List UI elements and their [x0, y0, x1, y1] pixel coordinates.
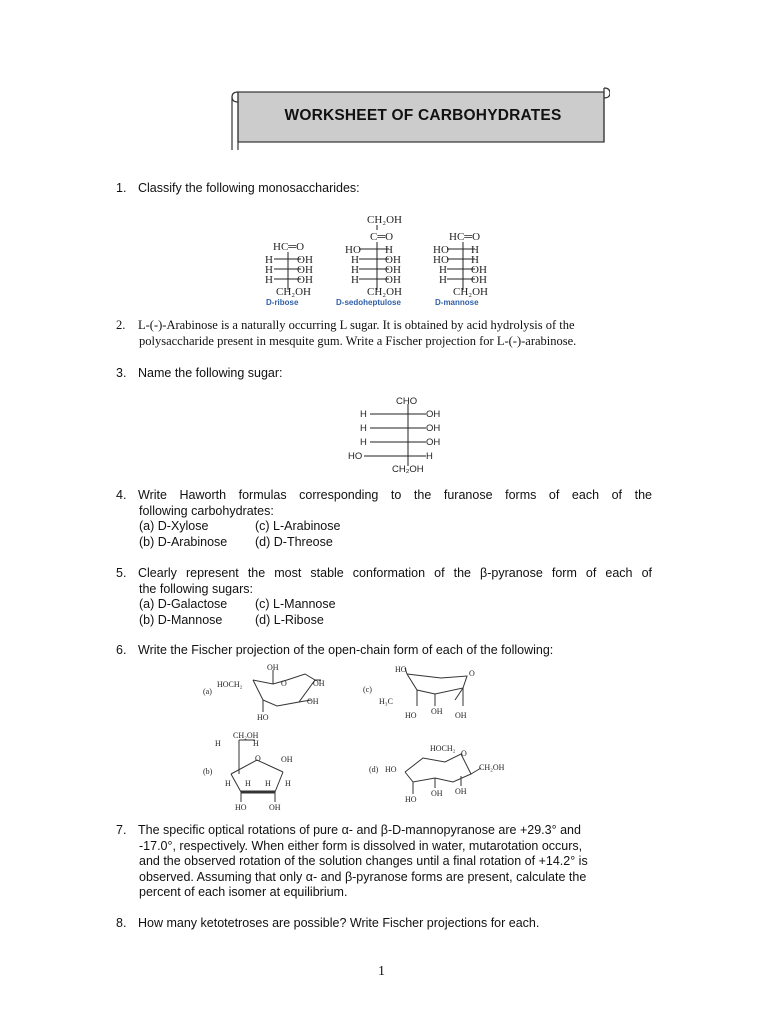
- svg-text:(a): (a): [203, 687, 212, 696]
- svg-text:CH₂OH: CH₂OH: [453, 286, 489, 298]
- option: (a) D-Xylose: [139, 519, 209, 533]
- svg-text:H: H: [360, 437, 367, 448]
- svg-text:H: H: [360, 409, 367, 420]
- svg-text:H: H: [360, 423, 367, 434]
- svg-text:CH₂OH: CH₂OH: [233, 731, 259, 740]
- question-6: [116, 643, 553, 659]
- svg-text:H: H: [265, 779, 271, 788]
- svg-text:H: H: [439, 264, 447, 276]
- question-text: Clearly represent the most stable conformation of the β-pyranose form of each of: [138, 566, 652, 580]
- structure-b: [231, 740, 283, 802]
- svg-text:HO: HO: [257, 713, 269, 722]
- question-text-cont: -17.0°, respectively. When either form is dissolved in water, mutarotation occurs,: [139, 838, 583, 853]
- question-text: The specific optical rotations of pure α- and β-D-mannopyranose are +29.3° and: [138, 823, 581, 837]
- svg-text:D-sedoheptulose: D-sedoheptulose: [336, 298, 401, 307]
- question-text: Write the Fischer projection of the open-chain form of each of the following:: [138, 643, 554, 657]
- question-5: [116, 566, 652, 628]
- svg-text:OH: OH: [281, 755, 293, 764]
- svg-text:O: O: [461, 749, 467, 758]
- svg-text:HO: HO: [348, 451, 363, 462]
- svg-text:H: H: [265, 254, 273, 266]
- svg-text:CH₂OH: CH₂OH: [367, 214, 403, 226]
- question-2: [116, 318, 676, 349]
- option: (c) L-Arabinose: [255, 519, 341, 533]
- svg-text:H: H: [426, 451, 433, 462]
- svg-text:H: H: [265, 264, 273, 276]
- option: (b) D-Arabinose: [139, 534, 228, 549]
- svg-text:O: O: [281, 679, 287, 688]
- svg-text:H: H: [351, 264, 359, 276]
- question-number: 3.: [116, 366, 127, 380]
- svg-text:HO: HO: [235, 803, 247, 812]
- svg-text:HO: HO: [433, 254, 449, 266]
- svg-text:HO: HO: [405, 711, 417, 720]
- q6-ring-structures: [195, 662, 515, 812]
- svg-text:HOCH₂: HOCH₂: [430, 744, 456, 753]
- svg-text:C═O: C═O: [370, 231, 394, 243]
- q1-fischer-structures: [255, 212, 505, 310]
- svg-text:H: H: [245, 779, 251, 788]
- svg-text:HC═O: HC═O: [449, 231, 481, 243]
- svg-text:OH: OH: [426, 437, 441, 448]
- question-number: 7.: [116, 823, 127, 837]
- svg-text:OH: OH: [385, 254, 401, 266]
- svg-text:H₃C: H₃C: [379, 697, 393, 706]
- question-3: [116, 366, 283, 382]
- svg-text:HC═O: HC═O: [273, 241, 305, 253]
- svg-text:OH: OH: [385, 274, 401, 286]
- svg-text:HO: HO: [345, 244, 361, 256]
- ribose-structure: [265, 241, 313, 307]
- svg-text:O: O: [469, 669, 475, 678]
- svg-text:D-ribose: D-ribose: [266, 298, 299, 307]
- svg-text:HO: HO: [405, 795, 417, 804]
- question-text: How many ketotetroses are possible? Write Fischer projections for each.: [138, 916, 540, 930]
- question-number: 1.: [116, 181, 127, 195]
- svg-text:OH: OH: [471, 274, 487, 286]
- sedoheptulose-structure: [336, 214, 402, 307]
- svg-text:OH: OH: [431, 707, 443, 716]
- svg-text:OH: OH: [297, 274, 313, 286]
- option-row: [116, 613, 652, 629]
- svg-text:H: H: [225, 779, 231, 788]
- option-row: [116, 597, 652, 613]
- question-number: 4.: [116, 488, 127, 502]
- question-number: 6.: [116, 643, 127, 657]
- svg-text:HO: HO: [385, 765, 397, 774]
- q3-fischer-structure: [340, 394, 460, 474]
- svg-text:OH: OH: [426, 409, 441, 420]
- svg-text:CH₂OH: CH₂OH: [367, 286, 403, 298]
- option-row: [116, 519, 652, 535]
- svg-text:CHO: CHO: [396, 396, 418, 407]
- svg-text:OH: OH: [426, 423, 441, 434]
- svg-text:OH: OH: [313, 679, 325, 688]
- mannose-structure: [433, 231, 488, 307]
- svg-text:HO: HO: [395, 665, 407, 674]
- question-text: Name the following sugar:: [138, 366, 283, 380]
- option: (d) L-Ribose: [255, 612, 324, 627]
- svg-text:H: H: [215, 739, 221, 748]
- question-text: L-(-)-Arabinose is a naturally occurring L sugar. It is obtained by acid hydrolysis of the: [138, 318, 575, 332]
- svg-text:(b): (b): [203, 767, 213, 776]
- option: (d) D-Threose: [255, 534, 333, 549]
- svg-text:OH: OH: [267, 663, 279, 672]
- svg-text:D-mannose: D-mannose: [435, 298, 479, 307]
- structure-c: [405, 668, 467, 706]
- svg-text:OH: OH: [297, 254, 313, 266]
- option: (b) D-Mannose: [139, 612, 223, 627]
- question-number: 8.: [116, 916, 127, 930]
- title-banner: [232, 88, 614, 144]
- svg-text:O: O: [255, 754, 261, 763]
- svg-text:OH: OH: [471, 264, 487, 276]
- question-number: 5.: [116, 566, 127, 580]
- question-text-cont: observed. Assuming that only α- and β-pyranose forms are present, calculate the: [139, 869, 587, 884]
- svg-text:OH: OH: [269, 803, 281, 812]
- question-text: Write Haworth formulas corresponding to the furanose forms of each of the: [138, 488, 652, 502]
- structure-d: [405, 754, 481, 794]
- svg-text:OH: OH: [297, 264, 313, 276]
- svg-text:OH: OH: [385, 264, 401, 276]
- question-8: [116, 916, 539, 932]
- svg-text:CH₂OH: CH₂OH: [392, 464, 424, 474]
- svg-text:OH: OH: [307, 697, 319, 706]
- svg-text:H: H: [471, 254, 479, 266]
- worksheet-title: WORKSHEET OF CARBOHYDRATES: [284, 107, 562, 124]
- svg-text:OH: OH: [455, 711, 467, 720]
- page-number: 1: [378, 964, 385, 979]
- option: (a) D-Galactose: [139, 597, 228, 611]
- option-row: [116, 535, 652, 551]
- question-1: [116, 181, 360, 197]
- svg-text:H: H: [265, 274, 273, 286]
- svg-text:CH₂OH: CH₂OH: [276, 286, 312, 298]
- question-text-cont: following carbohydrates:: [139, 503, 274, 518]
- svg-text:H: H: [471, 244, 479, 256]
- svg-text:OH: OH: [431, 789, 443, 798]
- svg-text:CH₂OH: CH₂OH: [479, 763, 505, 772]
- svg-text:(d): (d): [369, 765, 379, 774]
- svg-text:OH: OH: [455, 787, 467, 796]
- svg-text:H: H: [351, 274, 359, 286]
- svg-text:HO: HO: [433, 244, 449, 256]
- svg-text:H: H: [439, 274, 447, 286]
- question-text: Classify the following monosaccharides:: [138, 181, 360, 195]
- question-text-cont: the following sugars:: [139, 581, 253, 596]
- option: (c) L-Mannose: [255, 597, 336, 611]
- svg-text:H: H: [385, 244, 393, 256]
- svg-text:(c): (c): [363, 685, 372, 694]
- svg-text:HOCH₂: HOCH₂: [217, 680, 243, 689]
- question-number: 2.: [116, 318, 126, 332]
- question-4: [116, 488, 652, 550]
- question-text-cont: and the observed rotation of the solution changes until a final rotation of +14.2° is: [139, 854, 588, 868]
- question-7: [116, 823, 656, 901]
- svg-text:H: H: [253, 739, 259, 748]
- question-text-cont: percent of each isomer at equilibrium.: [139, 885, 348, 899]
- svg-text:H: H: [351, 254, 359, 266]
- question-text-cont: polysaccharide present in mesquite gum. Write a Fischer projection for L-(-)-arabinose.: [139, 333, 577, 348]
- svg-text:H: H: [285, 779, 291, 788]
